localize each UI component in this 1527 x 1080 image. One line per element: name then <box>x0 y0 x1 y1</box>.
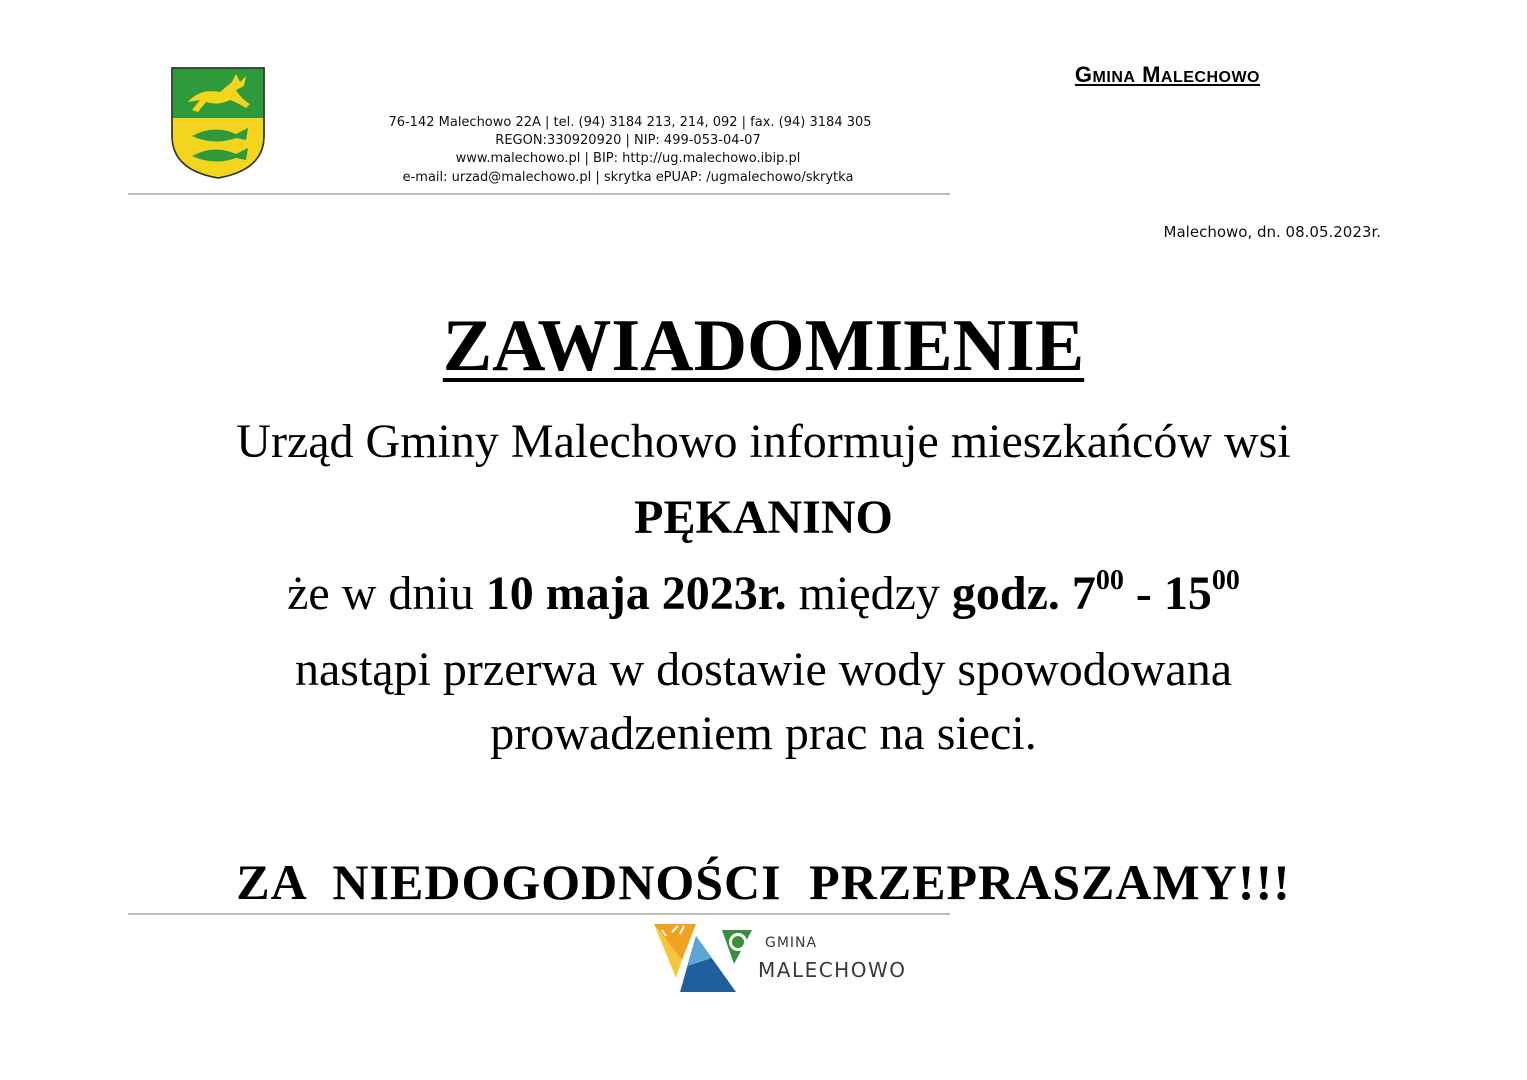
header-title: GMINA MALECHOWO <box>1074 62 1260 87</box>
notice-headline: ZAWIADOMIENIE <box>442 305 1085 387</box>
notice-village: PĘKANINO <box>634 491 893 544</box>
header-regon: REGON:330920920 | NIP: 499-053-04-07 <box>495 133 761 148</box>
notice-body-line1: nastąpi przerwa w dostawie wody spowodowana <box>294 643 1233 696</box>
notice-when: że w dniu 10 maja 2023r. między godz. $7^{00} - 15^{00}$ <box>287 565 1240 620</box>
header-web: www.malechowo.pl | BIP: http://ug.malechowo.ibip.pl <box>455 151 801 166</box>
notice-intro: Urząd Gminy Malechowo informuje mieszkańców wsi <box>236 415 1291 468</box>
header-email: e-mail: urzad@malechowo.pl | skrytka ePUAP: /ugmalechowo/skrytka <box>402 170 854 185</box>
notice-body-line2: prowadzeniem prac na sieci. <box>490 707 1037 760</box>
logo-text-gmina: GMINA <box>765 935 818 951</box>
header-address: 76-142 Malechowo 22A | tel. (94) 3184 213, 214, 092 | fax. (94) 3184 305 <box>388 115 872 130</box>
header-divider <box>128 193 950 195</box>
notice-closing: ZA NIEDOGODNOŚCI PRZEPRASZAMY!!! <box>236 854 1291 910</box>
footer-divider <box>128 913 950 915</box>
gmina-malechowo-logo-icon <box>652 922 952 994</box>
logo-text-malechowo: MALECHOWO <box>758 958 907 982</box>
document-date: Malechowo, dn. 08.05.2023r. <box>1163 223 1381 241</box>
